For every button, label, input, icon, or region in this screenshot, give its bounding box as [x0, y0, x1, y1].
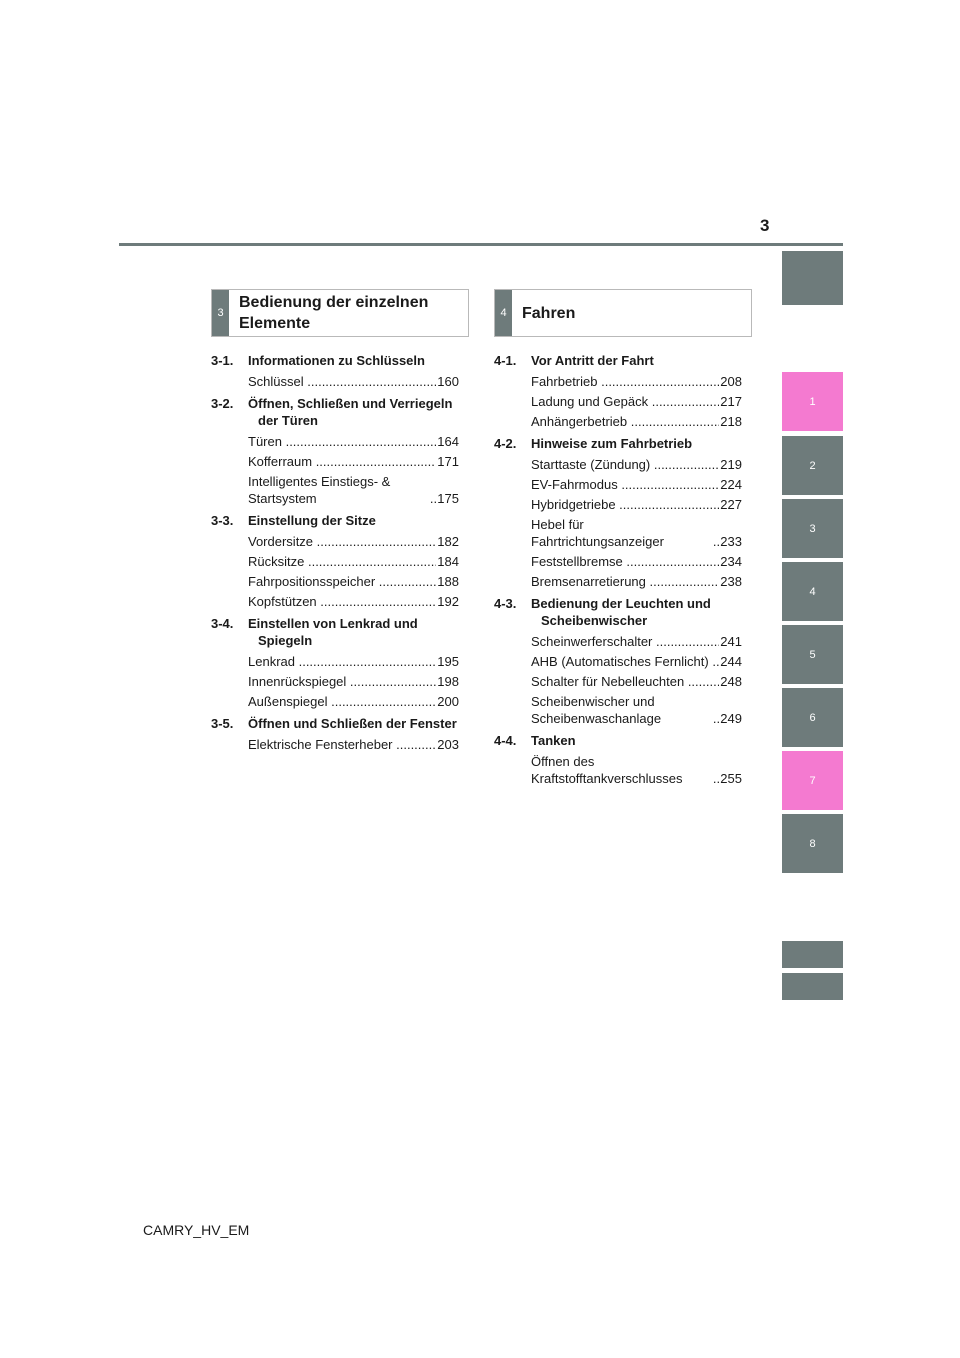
toc-entry[interactable]: AHB (Automatisches Fernlicht) ..... 244	[531, 653, 742, 670]
toc-group-heading: 4-4. Tanken	[494, 733, 576, 748]
toc-group-heading: 3-1. Informationen zu Schlüsseln	[211, 353, 425, 368]
side-tab-6[interactable]	[782, 688, 843, 747]
side-tab-label: 5	[809, 648, 816, 661]
side-tab-blank-2[interactable]	[782, 973, 843, 1000]
toc-entry[interactable]: EV-Fahrmodus ..... 224	[531, 476, 742, 493]
side-tab-8[interactable]	[782, 814, 843, 873]
side-tab-blank-1[interactable]	[782, 941, 843, 968]
toc-group	[494, 595, 742, 727]
toc-entry[interactable]: Bremsenarretierung ..... 238	[531, 573, 742, 590]
side-tab-3[interactable]	[782, 499, 843, 558]
toc-group	[494, 732, 742, 787]
side-tab-1[interactable]	[782, 372, 843, 431]
toc-group	[494, 352, 742, 430]
toc-entry[interactable]: Fahrpositionsspeicher ..... 188	[248, 573, 459, 590]
toc-entry[interactable]: Außenspiegel ..... 200	[248, 693, 459, 710]
toc-group	[211, 395, 459, 507]
toc-group-heading: 4-2. Hinweise zum Fahrbetrieb	[494, 436, 693, 451]
toc-entry[interactable]: Fahrbetrieb ..... 208	[531, 373, 742, 390]
toc-group	[211, 352, 459, 390]
side-tab-label: 7	[809, 774, 816, 787]
toc-entry[interactable]: Schalter für Nebelleuchten ..... 248	[531, 673, 742, 690]
toc-group-heading: 4-1. Vor Antritt der Fahrt	[494, 353, 654, 368]
side-tab-label: 4	[809, 585, 816, 598]
section-number: 3	[212, 290, 229, 336]
section-header-3	[211, 289, 469, 337]
toc-entry[interactable]: Elektrische Fensterheber ..... 203	[248, 736, 459, 753]
toc-group	[211, 615, 459, 710]
side-tab-label: 3	[809, 522, 816, 535]
toc-entry[interactable]: Schlüssel ..... 160	[248, 373, 459, 390]
footer-model-code: CAMRY_HV_EM	[143, 1222, 250, 1238]
toc-entry[interactable]: Öffnen des Kraftstofftankverschlusses ..... 255	[531, 753, 742, 787]
toc-group	[211, 715, 459, 753]
section-header-4	[494, 289, 752, 337]
toc-entry[interactable]: Scheinwerferschalter ..... 241	[531, 633, 742, 650]
toc-entry[interactable]: Hebel für Fahrtrichtungsanzeiger ..... 233	[531, 516, 742, 550]
side-tab-label: 2	[809, 459, 816, 472]
toc-group-heading: 3-4. Einstellen von Lenkrad und Spiegeln	[211, 616, 418, 648]
side-tab-label: 1	[809, 395, 816, 408]
side-tab-blank-top[interactable]	[782, 251, 843, 305]
toc-column-4	[494, 352, 742, 792]
toc-entry[interactable]: Hybridgetriebe ..... 227	[531, 496, 742, 513]
toc-entry[interactable]: Feststellbremse ..... 234	[531, 553, 742, 570]
side-tab-2[interactable]	[782, 436, 843, 495]
toc-group	[494, 435, 742, 590]
toc-group-heading: 4-3. Bedienung der Leuchten und Scheibenwischer	[494, 596, 711, 628]
section-number: 4	[495, 290, 512, 336]
toc-entry[interactable]: Ladung und Gepäck ..... 217	[531, 393, 742, 410]
toc-entry[interactable]: Kopfstützen ..... 192	[248, 593, 459, 610]
toc-column-3	[211, 352, 459, 758]
toc-entry[interactable]: Intelligentes Einstiegs- & Startsystem ..... 175	[248, 473, 459, 507]
header-rule	[119, 243, 843, 246]
side-tab-7[interactable]	[782, 751, 843, 810]
toc-entry[interactable]: Scheibenwischer und Scheibenwaschanlage ..... 249	[531, 693, 742, 727]
side-tab-label: 8	[809, 837, 816, 850]
toc-group-heading: 3-3. Einstellung der Sitze	[211, 513, 376, 528]
toc-entry[interactable]: Innenrückspiegel ..... 198	[248, 673, 459, 690]
page-number: 3	[760, 216, 770, 235]
side-tab-5[interactable]	[782, 625, 843, 684]
toc-entry[interactable]: Lenkrad ..... 195	[248, 653, 459, 670]
side-tab-label: 6	[809, 711, 816, 724]
toc-entry[interactable]: Kofferraum ..... 171	[248, 453, 459, 470]
section-title: Fahren	[522, 304, 576, 322]
toc-group	[211, 512, 459, 610]
toc-entry[interactable]: Vordersitze ..... 182	[248, 533, 459, 550]
side-tab-4[interactable]	[782, 562, 843, 621]
toc-entry[interactable]: Türen ..... 164	[248, 433, 459, 450]
toc-entry[interactable]: Starttaste (Zündung) ..... 219	[531, 456, 742, 473]
toc-group-heading: 3-2. Öffnen, Schließen und Verriegeln der Türen	[211, 396, 453, 428]
section-title: Bedienung der einzelnen Elemente	[239, 294, 429, 332]
toc-group-heading: 3-5. Öffnen und Schließen der Fenster	[211, 716, 457, 731]
toc-entry[interactable]: Rücksitze ..... 184	[248, 553, 459, 570]
toc-entry[interactable]: Anhängerbetrieb ..... 218	[531, 413, 742, 430]
